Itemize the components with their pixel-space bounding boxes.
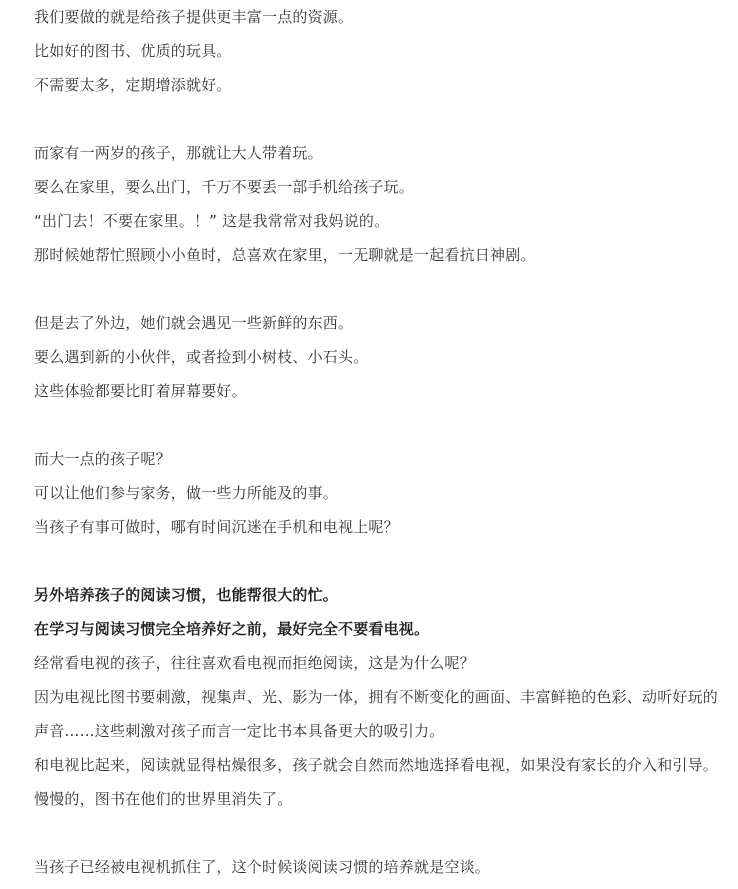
paragraph-line: 这些体验都要比盯着屏幕要好。 bbox=[34, 382, 247, 400]
paragraph-line: 但是去了外边，她们就会遇见一些新鲜的东西。 bbox=[34, 314, 354, 332]
article-body bbox=[34, 0, 724, 884]
paragraph-line: 而大一点的孩子呢？ bbox=[34, 450, 171, 468]
paragraph-line: 我们要做的就是给孩子提供更丰富一点的资源。 bbox=[34, 8, 354, 26]
bold-paragraph-line: 在学习与阅读习惯完全培养好之前，最好完全不要看电视。 bbox=[34, 620, 430, 638]
paragraph-line: 要么遇到新的小伙伴，或者捡到小树枝、小石头。 bbox=[34, 348, 369, 366]
paragraph-line: “出门去！不要在家里。！” 这是我常常对我妈说的。 bbox=[34, 212, 390, 230]
bold-paragraph-line: 另外培养孩子的阅读习惯，也能帮很大的忙。 bbox=[34, 586, 339, 604]
paragraph-line: 和电视比起来，阅读就显得枯燥很多，孩子就会自然而然地选择看电视，如果没有家长的介入和引导。慢慢的，图书在他们的世界里消失了。 bbox=[34, 756, 719, 808]
paragraph-line: 要么在家里，要么出门，千万不要丢一部手机给孩子玩。 bbox=[34, 178, 415, 196]
paragraph-spacer bbox=[34, 272, 724, 306]
paragraph-line: 当孩子已经被电视机抓住了，这个时候谈阅读习惯的培养就是空谈。 bbox=[34, 858, 491, 876]
paragraph-line: 当孩子有事可做时，哪有时间沉迷在手机和电视上呢？ bbox=[34, 518, 399, 536]
paragraph-spacer bbox=[34, 544, 724, 578]
paragraph-line: 经常看电视的孩子，往往喜欢看电视而拒绝阅读，这是为什么呢？ bbox=[34, 654, 475, 672]
paragraph-spacer bbox=[34, 816, 724, 850]
paragraph-spacer bbox=[34, 102, 724, 136]
paragraph-line: 不需要太多，定期增添就好。 bbox=[34, 76, 232, 94]
paragraph-line: 可以让他们参与家务，做一些力所能及的事。 bbox=[34, 484, 339, 502]
paragraph-line: 比如好的图书、优质的玩具。 bbox=[34, 42, 232, 60]
paragraph-line: 而家有一两岁的孩子，那就让大人带着玩。 bbox=[34, 144, 323, 162]
paragraph-line: 因为电视比图书要刺激，视集声、光、影为一体，拥有不断变化的画面、丰富鲜艳的色彩、动听好玩的声音……这些刺激对孩子而言一定比书本具备更大的吸引力。 bbox=[34, 688, 719, 740]
paragraph-line: 那时候她帮忙照顾小小鱼时，总喜欢在家里，一无聊就是一起看抗日神剧。 bbox=[34, 246, 536, 264]
paragraph-spacer bbox=[34, 408, 724, 442]
